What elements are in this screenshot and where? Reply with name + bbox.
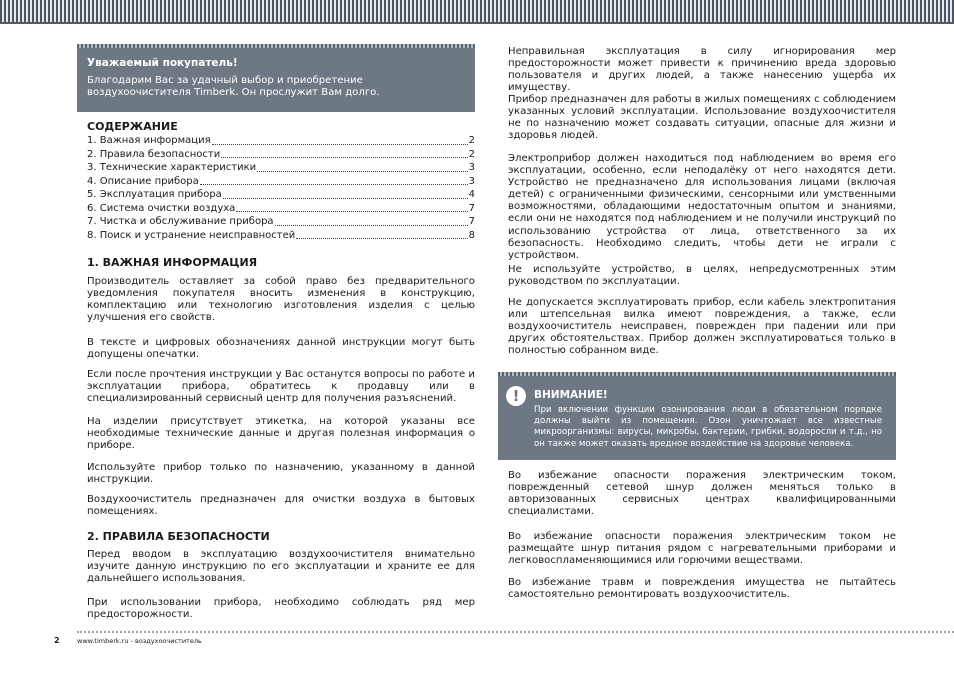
- warning-box-stripe: [498, 372, 896, 376]
- toc-item-page: 7: [468, 202, 475, 214]
- toc-item[interactable]: [87, 202, 475, 216]
- paragraph: Не используйте устройство, в целях, непредусмотренных этим руководством по эксплуатации.: [508, 264, 896, 288]
- toc-item[interactable]: [87, 229, 475, 243]
- toc-item-label: 2. Правила безопасности: [87, 148, 221, 160]
- greeting-text: Благодарим Вас за удачный выбор и приобретение воздухоочистителя Timberk. Он прослужит Вам долго.: [87, 75, 380, 99]
- paragraph: Прибор предназначен для работы в жилых помещениях с соблюдением указанных условий эксплуатации. Использование воздухоочистителя не по назначению может создавать ситуации, опасные для жизни и здоровья людей.: [508, 94, 896, 142]
- exclamation-icon: !: [506, 386, 526, 406]
- toc-item-page: 8: [468, 229, 475, 241]
- toc-leader: [296, 229, 467, 240]
- toc-leader: [221, 148, 467, 159]
- paragraph: Неправильная эксплуатация в силу игнорирования мер предосторожности может привести к причинению вреда здоровью пользователя и других людей, а также нанесению ущерба их имуществу.: [508, 46, 896, 94]
- toc-item-label: 7. Чистка и обслуживание прибора: [87, 216, 274, 227]
- paragraph: При использовании прибора, необходимо соблюдать ряд мер предосторожности.: [87, 597, 475, 621]
- page-number: 2: [54, 636, 60, 645]
- toc-item-label: 1. Важная информация: [87, 135, 211, 146]
- greeting-box-stripe: [77, 44, 475, 48]
- warning-title: ВНИМАНИЕ!: [534, 389, 608, 401]
- paragraph: Во избежание травм и повреждения имущества не пытайтесь самостоятельно ремонтировать воздухоочиститель.: [508, 577, 896, 601]
- paragraph: Перед вводом в эксплуатацию воздухоочистителя внимательно изучите данную инструкцию по его эксплуатации и храните ее для дальнейшего использования.: [87, 549, 475, 585]
- paragraph: Воздухоочиститель предназначен для очистки воздуха в бытовых помещениях.: [87, 494, 475, 518]
- paragraph: Электроприбор должен находиться под наблюдением во время его эксплуатации, особенно, если неподалёку от него находятся дети. Устройство не предназначено для использования лицами (включая детей) с ограниченными физическими, сенсорными или умственными возможностями, обладающими недостаточным опытом и знаниями, если они не находятся под наблюдением и не получили инструкций по использованию устройства от лица, ответственного за их безопасность. Необходимо следить, чтобы дети не играли с устройством.: [508, 153, 896, 261]
- table-of-contents: [87, 134, 475, 242]
- toc-item[interactable]: [87, 175, 475, 189]
- toc-leader: [200, 175, 468, 186]
- section-1-heading: 1. ВАЖНАЯ ИНФОРМАЦИЯ: [87, 256, 258, 269]
- toc-item[interactable]: [87, 134, 475, 148]
- paragraph: Не допускается эксплуатировать прибор, если кабель электропитания или штепсельная вилка имеют повреждения, а также, если воздухоочиститель неисправен, поврежден при падении или при других обстоятельствах. Прибор должен эксплуатироваться только в полностью собранном виде.: [508, 297, 896, 357]
- toc-item-label: 6. Система очистки воздуха: [87, 202, 236, 214]
- toc-leader: [275, 215, 468, 226]
- toc-item[interactable]: [87, 215, 475, 229]
- greeting-title: Уважаемый покупатель!: [87, 57, 238, 69]
- toc-leader: [257, 161, 468, 172]
- toc-item-page: 3: [468, 175, 475, 187]
- footer-divider: [77, 631, 954, 633]
- toc-item-page: 2: [468, 148, 475, 160]
- toc-item[interactable]: [87, 148, 475, 162]
- warning-box: [498, 372, 896, 460]
- footer-text: www.timberk.ru - воздухоочиститель: [77, 637, 202, 645]
- toc-item-page: 7: [468, 216, 475, 227]
- toc-item-page: 2: [468, 135, 475, 146]
- toc-item[interactable]: [87, 161, 475, 175]
- paragraph: В тексте и цифровых обозначениях данной инструкции могут быть допущены опечатки.: [87, 337, 475, 361]
- toc-item-page: 3: [468, 162, 475, 173]
- section-2-heading: 2. ПРАВИЛА БЕЗОПАСНОСТИ: [87, 530, 270, 543]
- toc-item-label: 5. Эксплуатация прибора: [87, 189, 222, 200]
- paragraph: Во избежание опасности поражения электрическим током не размещайте шнур питания рядом с нагревательными приборами и легковоспламеняющимися или горючими веществами.: [508, 531, 896, 567]
- paragraph: На изделии присутствует этикетка, на которой указаны все необходимые технические данные и другая полезная информация о приборе.: [87, 416, 475, 452]
- toc-leader: [223, 188, 468, 199]
- toc-item-label: 3. Технические характеристики: [87, 162, 257, 173]
- greeting-box: [77, 44, 475, 112]
- decorative-top-stripe: [0, 0, 954, 22]
- warning-text: При включении функции озонирования люди в обязательном порядке должны выйти из помещения. Озон уничтожает все известные микроорганизмы: вирусы, микробы, бактерии, грибки, водоросли и т.д., но он также может оказать вредное воздействие на здоровье человека.: [534, 405, 882, 449]
- paragraph: Используйте прибор только по назначению, указанному в данной инструкции.: [87, 462, 475, 486]
- toc-item-label: 8. Поиск и устранение неисправностей: [87, 229, 296, 241]
- toc-leader: [236, 202, 467, 213]
- paragraph: Если после прочтения инструкции у Вас останутся вопросы по работе и эксплуатации прибора, обратитесь к продавцу или в специализированный сервисный центр для получения разъяснений.: [87, 369, 475, 405]
- toc-title: СОДЕРЖАНИЕ: [87, 120, 178, 133]
- toc-item-page: 4: [468, 189, 475, 200]
- toc-leader: [212, 134, 468, 145]
- toc-item-label: 4. Описание прибора: [87, 175, 199, 187]
- top-divider: [0, 22, 954, 24]
- paragraph: Во избежание опасности поражения электрическим током, поврежденный сетевой шнур должен меняться только в авторизованных сервисных центрах квалифицированными специалистами.: [508, 470, 896, 518]
- paragraph: Производитель оставляет за собой право без предварительного уведомления покупателя вносить изменения в конструкцию, комплектацию или технологию изготовления изделия с целью улучшения его свойств.: [87, 276, 475, 324]
- toc-item[interactable]: [87, 188, 475, 202]
